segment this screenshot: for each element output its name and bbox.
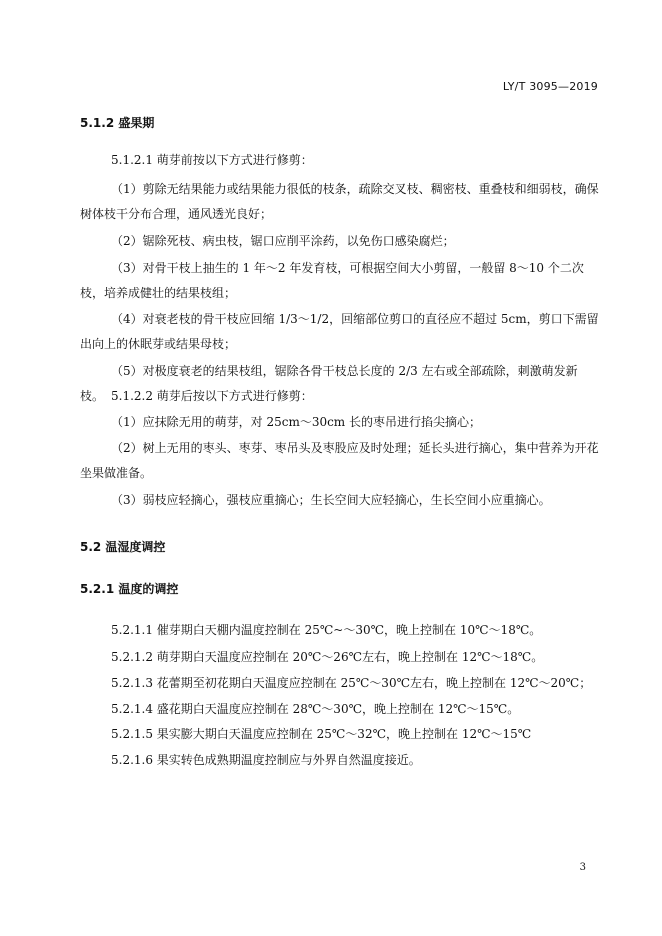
list-item: （3）对骨干枝上抽生的 1 年～2 年发育枝，可根据空间大小剪留，一般留 8～10 个二次枝，培养成健壮的结果枝组； [80, 261, 584, 300]
section-heading-5-1-2: 5.1.2 盛果期 [80, 116, 155, 130]
list-item: （5）对极度衰老的结果枝组，锯除各骨干枝总长度的 2/3 左右或全部疏除，刺激萌发新枝。 [80, 364, 578, 403]
page-number: 3 [579, 862, 586, 873]
clause-5-2-1-3: 5.2.1.3 花蕾期至初花期白天温度应控制在 25℃～30℃左右，晚上控制在 12℃～20℃； [111, 676, 592, 690]
list-item: （3）弱枝应轻摘心，强枝应重摘心；生长空间大应轻摘心，生长空间小应重摘心。 [111, 493, 551, 507]
clause-5-1-2-2: 5.1.2.2 萌芽后按以下方式进行修剪： [111, 389, 313, 403]
list-item: （1）应抹除无用的萌芽，对 25cm～30cm 长的枣吊进行掐尖摘心； [111, 415, 482, 429]
list-item: （1）剪除无结果能力或结果能力很低的枝条，疏除交叉枝、稠密枝、重叠枝和细弱枝，确保树体枝干分布合理，通风透光良好； [80, 182, 599, 221]
list-item: （4）对衰老枝的骨干枝应回缩 1/3～1/2，回缩部位剪口的直径应不超过 5cm，剪口下需留出向上的休眠芽或结果母枝； [80, 312, 599, 351]
clause-5-2-1-5: 5.2.1.5 果实膨大期白天温度应控制在 25℃～32℃，晚上控制在 12℃～15℃ [111, 727, 532, 741]
clause-5-2-1-2: 5.2.1.2 萌芽期白天温度应控制在 20℃～26℃左右，晚上控制在 12℃～18℃。 [111, 650, 544, 664]
clause-5-1-2-1: 5.1.2.1 萌芽前按以下方式进行修剪： [111, 153, 313, 167]
list-item: （2）锯除死枝、病虫枝，锯口应削平涂药，以免伤口感染腐烂； [111, 234, 455, 248]
standard-number: LY/T 3095—2019 [502, 80, 598, 93]
clause-5-2-1-1: 5.2.1.1 催芽期白天棚内温度控制在 25℃~～30℃，晚上控制在 10℃～18℃。 [111, 623, 542, 637]
list-item: （2）树上无用的枣头、枣芽、枣吊头及枣股应及时处理；延长头进行摘心，集中营养为开花坐果做准备。 [80, 441, 599, 480]
clause-5-2-1-4: 5.2.1.4 盛花期白天温度应控制在 28℃～30℃，晚上控制在 12℃～15℃。 [111, 702, 520, 716]
section-heading-5-2: 5.2 温湿度调控 [80, 540, 166, 554]
clause-5-2-1-6: 5.2.1.6 果实转色成熟期温度控制应与外界自然温度接近。 [111, 753, 421, 767]
section-heading-5-2-1: 5.2.1 温度的调控 [80, 582, 179, 596]
